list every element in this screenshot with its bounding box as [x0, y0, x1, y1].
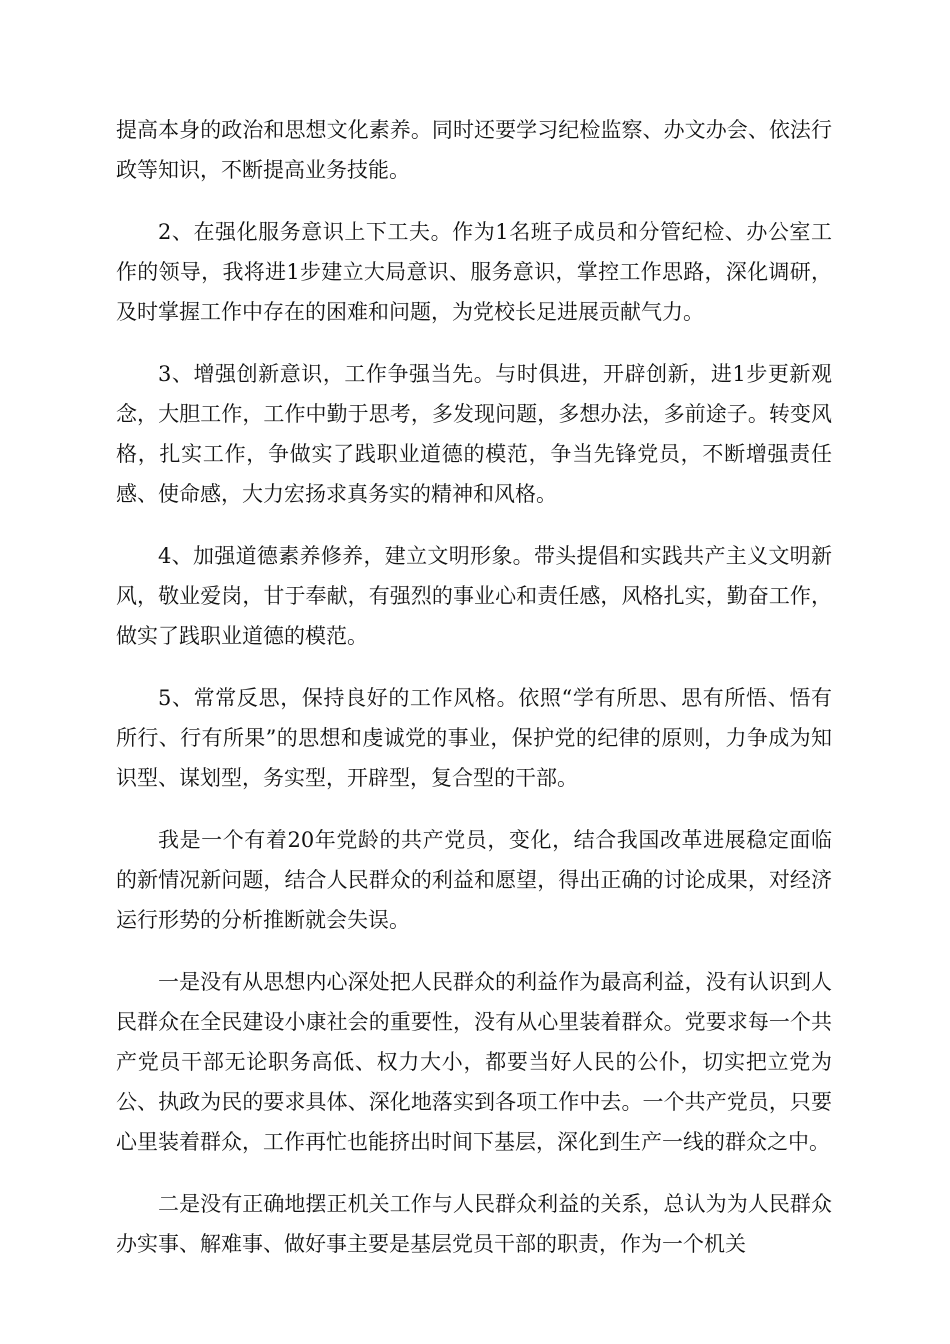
paragraph-7: 一是没有从思想内心深处把人民群众的利益作为最高利益，没有认识到人民群众在全民建设小康社会的重要性，没有从心里装着群众。党要求每一个共产党员干部无论职务高低、权力大小，都要当好人民的公仆，切实把立党为公、执政为民的要求具体、深化地落实到各项工作中去。一个共产党员，只要心里装着群众，工作再忙也能挤出时间下基层，深化到生产一线的群众之中。	[116, 970, 832, 1154]
paragraph-1: 提高本身的政治和思想文化素养。同时还要学习纪检监察、办文办会、依法行政等知识，不断提高业务技能。	[116, 118, 832, 182]
paragraph-2: 2、在强化服务意识上下工夫。作为1名班子成员和分管纪检、办公室工作的领导，我将进1步建立大局意识、服务意识，掌控工作思路，深化调研，及时掌握工作中存在的困难和问题，为党校长足进展贡献气力。	[116, 220, 832, 324]
paragraph-4: 4、加强道德素养修养，建立文明形象。带头提倡和实践共产主义文明新风，敬业爱岗，甘于奉献，有强烈的事业心和责任感，风格扎实，勤奋工作，做实了践职业道德的模范。	[116, 544, 832, 648]
document-body	[116, 110, 832, 1286]
paragraph-8: 二是没有正确地摆正机关工作与人民群众利益的关系，总认为为人民群众办实事、解难事、做好事主要是基层党员干部的职责，作为一个机关	[116, 1192, 832, 1256]
paragraph-3: 3、增强创新意识，工作争强当先。与时俱进，开辟创新，进1步更新观念，大胆工作，工作中勤于思考，多发现问题，多想办法，多前途子。转变风格，扎实工作，争做实了践职业道德的模范，争当先锋党员，不断增强责任感、使命感，大力宏扬求真务实的精神和风格。	[116, 362, 832, 506]
paragraph-6: 我是一个有着20年党龄的共产党员，变化，结合我国改革进展稳定面临的新情况新问题，结合人民群众的利益和愿望，得出正确的讨论成果，对经济运行形势的分析推断就会失误。	[116, 828, 832, 932]
paragraph-5: 5、常常反思，保持良好的工作风格。依照“学有所思、思有所悟、悟有所行、行有所果”的思想和虔诚党的事业，保护党的纪律的原则，力争成为知识型、谋划型，务实型，开辟型，复合型的干部。	[116, 686, 832, 790]
